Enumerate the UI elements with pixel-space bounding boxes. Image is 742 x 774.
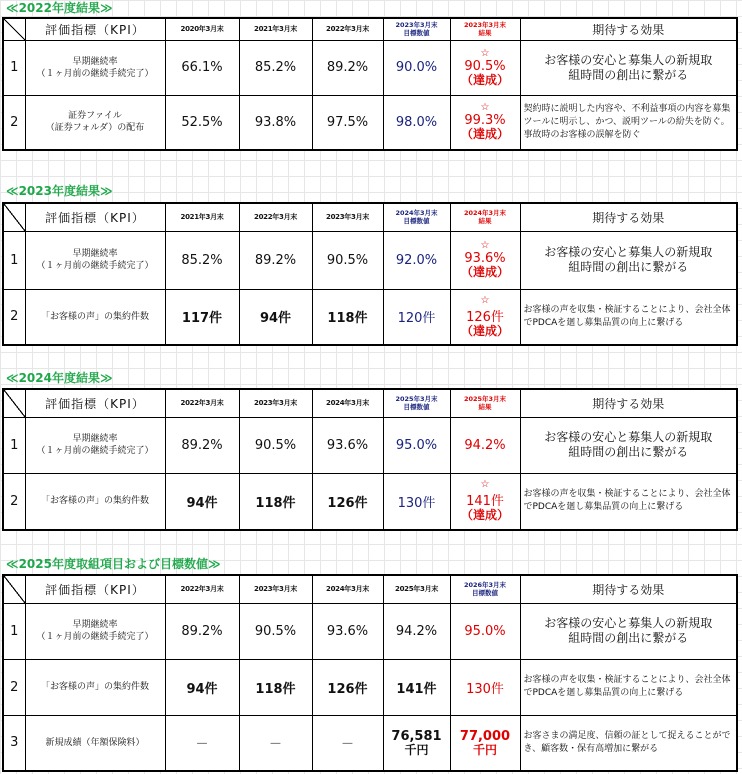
result-cell [450,473,520,530]
kpi-table-2025 [2,574,738,772]
header-row [3,389,737,417]
kpi-name [25,417,165,473]
result-value: 99.3% [464,113,506,129]
year-header: 2022年3月末 [165,575,239,603]
kpi-name-line2: （１ヶ月前の継続手続完了） [36,632,154,642]
value-cell: 89.2% [312,40,383,95]
value-cell: 52.5% [165,95,239,150]
value-unit: 千円 [404,742,429,757]
target-header [383,203,450,231]
result-cell [450,95,520,150]
star-icon: ☆ [480,479,490,491]
result-year: 2025年3月末 [463,395,507,404]
value-cell: 117件 [165,289,239,345]
target-header [383,18,450,40]
star-icon: ☆ [480,102,490,114]
value-cell: 90.5% [239,417,312,473]
kpi-name [25,231,165,289]
kpi-name [25,603,165,659]
status-badge: （達成） [460,323,509,338]
target-value: 95.0% [450,603,520,659]
header-row [3,575,737,603]
star-icon: ☆ [480,294,490,306]
kpi-name-line2: （１ヶ月前の継続手続完了） [36,68,154,79]
effect-cell: お客様の声を収集・検証することにより、会社全体でPDCAを廻し募集品質の向上に繋げる [520,659,737,715]
star-icon: ☆ [480,240,490,251]
row-number: 2 [3,473,25,530]
effect-cell: お客様の声を収集・検証することにより、会社全体でPDCAを廻し募集品質の向上に繋げる [520,289,737,345]
target-header [383,389,450,417]
target-value: 92.0% [383,231,450,289]
corner-cell [3,18,25,40]
row-number: 2 [3,95,25,150]
kpi-name-line1: 早期継続率 [72,56,118,67]
kpi-name [25,95,165,150]
section-title-2024: ≪2024年度結果≫ [6,371,113,385]
row-number: 3 [3,715,25,771]
kpi-name: 「お客様の声」の集約件数 [25,659,165,715]
row-number: 1 [3,417,25,473]
target-number: 77,000 [459,728,511,744]
target-year: 2026年3月末 [463,581,507,590]
result-cell [450,289,520,345]
kpi-name [25,40,165,95]
target-value: 90.0% [383,40,450,95]
value-cell: － [165,715,239,771]
value-cell: 94.2% [383,603,450,659]
value-cell: 97.5% [312,95,383,150]
effect-cell: お客様の安心と募集人の新規取組時間の創出に繋がる [520,417,737,473]
effect-cell: 契約時に説明した内容や、不利益事項の内容を募集ツールに明示し、かつ、説明ツールの紛失を防ぐ。事故時のお客様の誤解を防ぐ [520,95,737,150]
kpi-name: 「お客様の声」の集約件数 [25,473,165,530]
kpi-header: 評価指標（KPI） [25,389,165,417]
section-title-2025: ≪2025年度取組項目および目標数値≫ [6,557,221,571]
value-cell: 118件 [239,659,312,715]
year-header: 2022年3月末 [165,389,239,417]
year-header: 2024年3月末 [312,575,383,603]
value-cell: 85.2% [165,231,239,289]
target-label: 目標数値 [403,217,430,226]
effect-cell: お客様の声を収集・検証することにより、会社全体でPDCAを廻し募集品質の向上に繋げる [520,473,737,530]
kpi-name: 「お客様の声」の集約件数 [25,289,165,345]
effect-header: 期待する効果 [520,18,737,40]
value-cell: 94件 [165,659,239,715]
value-cell: 93.6% [312,603,383,659]
target-unit: 千円 [472,742,497,757]
year-header: 2021年3月末 [239,18,312,40]
table-row [3,417,737,473]
effect-cell: お客様の安心と募集人の新規取組時間の創出に繋がる [520,231,737,289]
header-row [3,203,737,231]
section-title-2022: ≪2022年度結果≫ [6,1,113,15]
value-cell: 90.5% [312,231,383,289]
target-value [450,715,520,771]
value-cell: 89.2% [165,603,239,659]
target-year: 2024年3月末 [395,209,438,218]
target-year: 2023年3月末 [395,21,438,30]
kpi-name-line1: 早期継続率 [72,620,118,630]
value-cell: 85.2% [239,40,312,95]
value-cell [383,715,450,771]
kpi-table-2023 [2,202,738,346]
result-value: 90.5% [464,58,506,74]
target-label: 目標数値 [403,29,430,38]
header-row [3,18,737,40]
value-cell: 93.6% [312,417,383,473]
table-row [3,603,737,659]
effect-cell: お客様の安心と募集人の新規取組時間の創出に繋がる [520,40,737,95]
row-number: 1 [3,231,25,289]
value-cell: 66.1% [165,40,239,95]
year-header: 2023年3月末 [239,575,312,603]
value-cell: 89.2% [165,417,239,473]
effect-cell: お客様の安心と募集人の新規取組時間の創出に繋がる [520,603,737,659]
row-number: 2 [3,659,25,715]
result-value: 141件 [466,494,504,510]
table-row [3,95,737,150]
row-number: 2 [3,289,25,345]
result-header [450,203,520,231]
result-year: 2024年3月末 [463,209,507,218]
effect-header: 期待する効果 [520,575,737,603]
year-header: 2022年3月末 [239,203,312,231]
year-header: 2023年3月末 [312,203,383,231]
year-header: 2025年3月末 [383,575,450,603]
effect-cell: お客さまの満足度、信頼の証として捉えることができ、顧客数・保有高増加に繋がる [520,715,737,771]
target-label: 目標数値 [472,589,498,598]
kpi-name-line2: （１ヶ月前の継続手続完了） [36,446,154,456]
target-value: 98.0% [383,95,450,150]
row-number: 1 [3,40,25,95]
result-cell [450,40,520,95]
value-cell: 94件 [165,473,239,530]
value-cell: 118件 [312,289,383,345]
kpi-name-line2: （証券フォルダ）の配布 [45,123,145,134]
kpi-table-2024 [2,388,738,531]
value-cell: － [312,715,383,771]
table-row [3,715,737,771]
star-icon: ☆ [480,47,490,59]
kpi-header: 評価指標（KPI） [25,203,165,231]
section-title-2023: ≪2023年度結果≫ [6,184,113,198]
result-label: 結果 [478,217,492,226]
value-cell: 126件 [312,659,383,715]
value-cell: 89.2% [239,231,312,289]
target-header [450,575,520,603]
corner-cell [3,203,25,231]
year-header: 2020年3月末 [165,18,239,40]
year-header: 2023年3月末 [239,389,312,417]
table-row [3,473,737,530]
result-header [450,389,520,417]
status-badge: （達成） [460,72,509,87]
corner-cell [3,575,25,603]
result-label: 結果 [478,29,492,38]
row-number: 1 [3,603,25,659]
value-cell: 94件 [239,289,312,345]
value-cell: 126件 [312,473,383,530]
year-header: 2024年3月末 [312,389,383,417]
kpi-name-line1: 証券ファイル [68,111,122,122]
status-badge: （達成） [460,508,509,523]
table-row [3,231,737,289]
result-year: 2023年3月末 [463,21,507,30]
result-header [450,18,520,40]
kpi-name: 新規成績（年額保険料） [25,715,165,771]
value-cell: 141件 [383,659,450,715]
table-row [3,659,737,715]
target-value: 95.0% [383,417,450,473]
value-number: 76,581 [391,728,442,744]
value-cell: － [239,715,312,771]
year-header: 2021年3月末 [165,203,239,231]
value-cell: 90.5% [239,603,312,659]
status-badge: （達成） [460,127,509,142]
result-value: 93.6% [464,251,506,266]
result-value: 126件 [466,309,504,325]
effect-header: 期待する効果 [520,389,737,417]
target-label: 目標数値 [403,403,430,412]
status-badge: （達成） [460,265,509,279]
value-cell: 93.8% [239,95,312,150]
kpi-header: 評価指標（KPI） [25,18,165,40]
effect-header: 期待する効果 [520,203,737,231]
target-value: 120件 [383,289,450,345]
target-value: 130件 [383,473,450,530]
year-header: 2022年3月末 [312,18,383,40]
kpi-header: 評価指標（KPI） [25,575,165,603]
result-cell [450,417,520,473]
table-row [3,289,737,345]
kpi-name-line1: 早期継続率 [72,249,118,259]
target-year: 2025年3月末 [395,395,438,404]
table-row [3,40,737,95]
result-cell [450,231,520,289]
target-value: 130件 [450,659,520,715]
kpi-name-line1: 早期継続率 [72,434,118,444]
corner-cell [3,389,25,417]
result-label: 結果 [478,403,492,412]
kpi-name-line2: （１ヶ月前の継続手続完了） [36,261,154,271]
kpi-table-2022 [2,17,738,151]
result-value: 94.2% [464,437,506,453]
value-cell: 118件 [239,473,312,530]
